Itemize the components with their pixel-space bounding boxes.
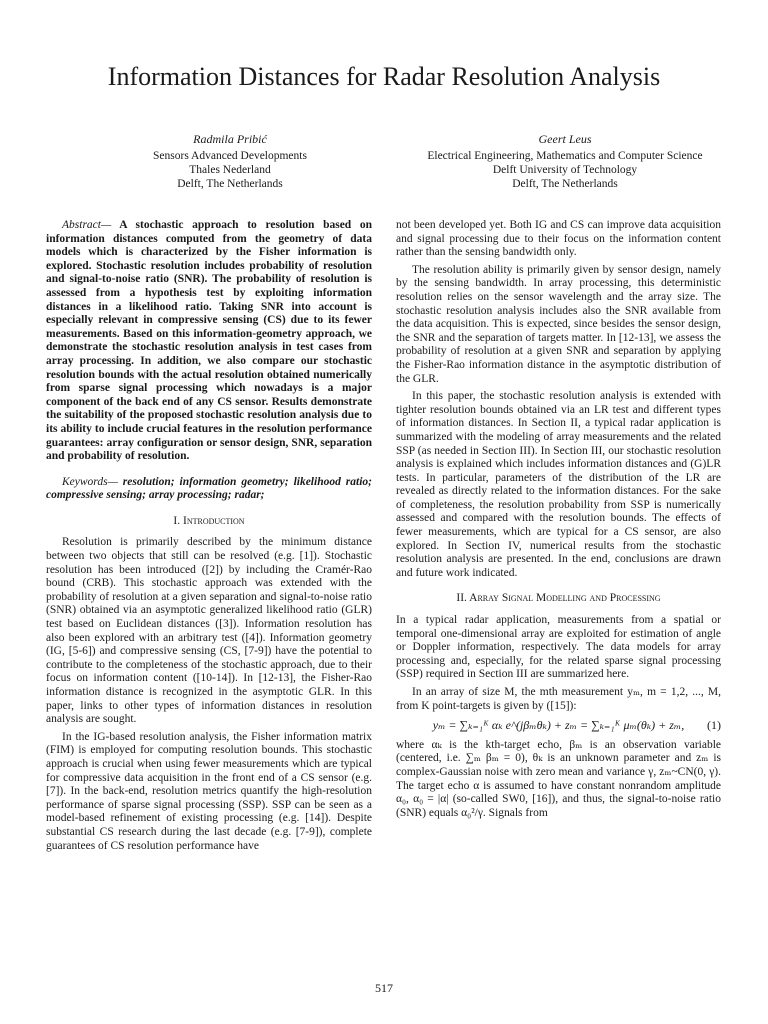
author-affiliation-line: Delft University of Technology	[492, 164, 638, 176]
body-paragraph: In this paper, the stochastic resolution analysis is extended with tighter resolution bounds obtained via an LR test and different types of information distances. In Section II, a typical radar application is summarized with the modeling of array measurements and the related SSP (as needed in Section III). In Section III, our stochastic resolution analysis is explained which includes information distances and (G)LR tests. In particular, parameters of the distribution of the LR are revealed as directly related to the information distances. For the sake of completeness, the resolution probability from SSP is numerically assessed and compared with the resolution bounds. The effects of fewer measurements, which are typical for a CS sensor, are also explored. In Section IV, numerical results from the stochastic resolution analysis are presented. In the end, conclusions are drawn and future work indicated.	[396, 390, 721, 579]
body-paragraph: not been developed yet. Both IG and CS can improve data acquisition and signal processing due to their focus on the information content rather than the sensing bandwidth only.	[396, 219, 721, 259]
author-affiliation-line: Electrical Engineering, Mathematics and Computer Science	[427, 150, 703, 162]
author-affiliation-line: Delft, The Netherlands	[512, 178, 618, 190]
author-block-2	[390, 132, 740, 191]
author-name: Radmila Pribić	[193, 132, 267, 146]
author-affiliation-line: Thales Nederland	[189, 164, 271, 176]
author-affiliation-line: Delft, The Netherlands	[177, 178, 283, 190]
author-name: Geert Leus	[538, 132, 592, 146]
abstract	[46, 219, 372, 464]
paper-title: Information Distances for Radar Resolution Analysis	[107, 62, 661, 91]
equation-1	[396, 719, 721, 733]
section-heading-introduction: I. Introduction	[173, 514, 245, 527]
right-column	[396, 219, 721, 820]
abstract-text: A stochastic approach to resolution based on information distances computed from the geometry of data models which is characterized by the Fisher information is explored. Stochastic resolution includes probability of resolution and signal-to-noise ratio (SNR). The probability of resolution is assessed from a hypothesis test by exploiting information distances in a likelihood ratio. Taking SNR into account is especially relevant in compressive sensing (CS) due to its fewer measurements. Based on this information-geometry approach, we demonstrate the stochastic resolution analysis in test cases from array processing. In addition, we also compare our stochastic resolution bounds with the actual resolution obtained numerically from sparse signal processing which nowadays is a major component of the back end of any CS sensor. Results demonstrate the suitability of the proposed stochastic resolution analysis due to its ability to include crucial features in the resolution performance guarantees: array configuration or sensor design, SNR, separation and probability of resolution.	[46, 219, 372, 463]
page-number: 517	[375, 981, 393, 995]
body-paragraph: The resolution ability is primarily given by sensor design, namely by the sensing bandwidth. In array processing, this deterministic resolution relies on the sensor wavelength and the array size. The stochastic resolution analysis includes also the SNR available from the data acquisition. This is expected, since besides the sensor design, the SNR and the separation of targets matter. In [12-13], we assess the probability of resolution at a given SNR and separation by applying the Fisher-Rao information distance in the asymptotic distribution of the GLR.	[396, 263, 721, 385]
keywords	[46, 476, 372, 503]
body-paragraph: In the IG-based resolution analysis, the Fisher information matrix (FIM) is employed for computing resolution bounds. This stochastic approach is crucial when using fewer measurements which are typical for compressive data acquisition in the front end of a CS sensor (e.g. [7]). In the back-end, resolution metrics quantify the high-resolution performance of sparse signal processing (SSP). SSP can be seen as a model-based refinement of existing processing (e.g. [14]). Despite substantial CS research during the last decade (e.g. [7-9]), complete guarantees of CS resolution performance have	[46, 730, 372, 852]
body-paragraph: Resolution is primarily described by the minimum distance between two objects that still can be resolved (e.g. [1]). Stochastic resolution has been introduced ([2]) by including the Cramér-Rao bound (CRB). This stochastic approach was extended with the probability of resolution at a given separation and signal-to-noise ratio (SNR) obtained via an asymptotic generalized likelihood ratio (GLR) test based on Euclidean distances ([3]). Information resolution has also been explored with an arbitrary test ([4]). Information geometry (IG, [5-6]) and compressive sensing (CS, [7-9]) have the potential to contribute to the completeness of the stochastic approach, due to their focus on information content ([10-14]). In [12-13], the Fisher-Rao information distance is recognized in the asymptotic GLR. In this paper, links to other types of information distances in resolution analysis are sought.	[46, 536, 372, 726]
author-block-1	[60, 132, 400, 191]
abstract-lead: Abstract—	[62, 219, 112, 231]
equation-body: yₘ = ∑ₖ₌₁ᴷ αₖ e^(jβₘθₖ) + zₘ = ∑ₖ₌₁ᴷ μₘ(θₖ) + zₘ,	[432, 718, 685, 733]
section-heading-array-signal: II. Array Signal Modelling and Processing	[456, 592, 661, 605]
body-paragraph: In an array of size M, the mth measurement yₘ, m = 1,2, ..., M, from K point-targets is given by ([15]):	[396, 686, 721, 712]
keywords-text: resolution; information geometry; likelihood ratio; compressive sensing; array processing; radar;	[46, 475, 373, 502]
equation-number: (1)	[707, 718, 721, 733]
keywords-lead: Keywords—	[62, 475, 118, 488]
body-paragraph: where αₖ is the kth-target echo, βₘ is an observation variable (centered, i.e. ∑ₘ βₘ = 0), θₖ is an unknown parameter and zₘ is complex-Gaussian noise with zero mean and variance γ, zₘ~CN(0, γ). The target echo α is assumed to have constant nonrandom amplitude α₀, α₀ = |α| (so-called SW0, [16]), and thus, the signal-to-noise ratio (SNR) equals α₀²/γ. Signals from	[396, 738, 721, 819]
body-paragraph: In a typical radar application, measurements from a spatial or temporal one-dimensional array are exploited for estimation of angle or Doppler information, respectively. The data models for array processing and, especially, for the related sparse signal processing (SSP) required in Section III are summarized here.	[396, 614, 721, 681]
author-affiliation-line: Sensors Advanced Developments	[153, 150, 307, 162]
left-column	[46, 219, 372, 853]
